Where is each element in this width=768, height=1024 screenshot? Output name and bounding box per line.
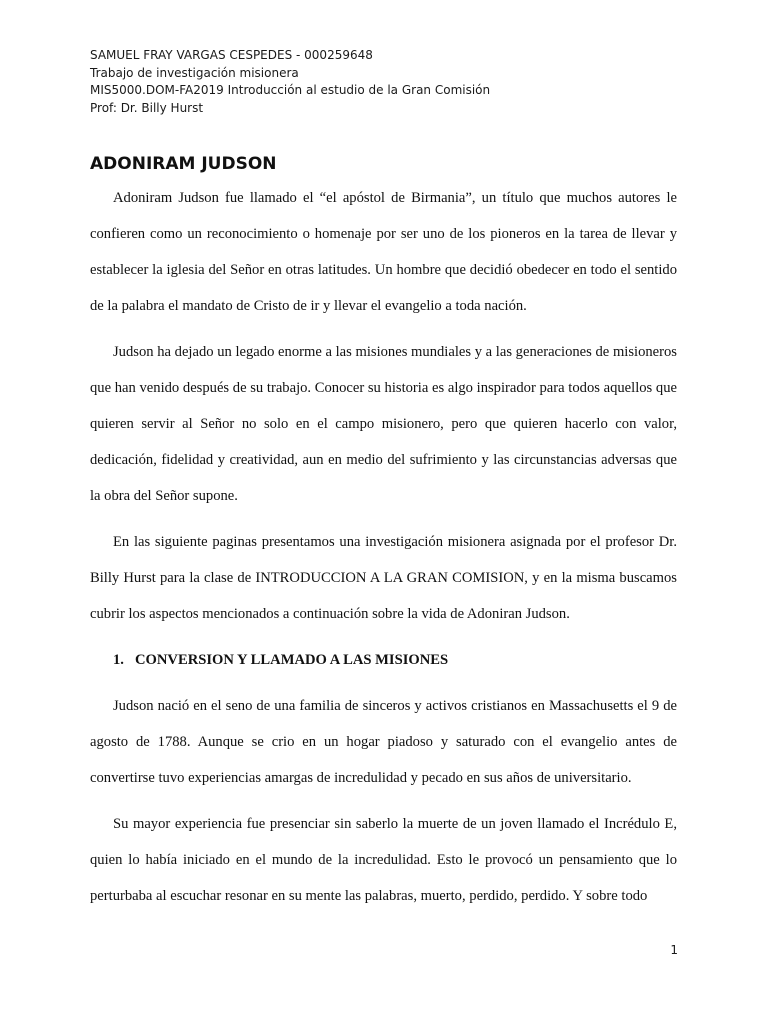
- section-number: 1.: [113, 652, 124, 668]
- professor-line: Prof: Dr. Billy Hurst: [90, 100, 204, 115]
- intro-paragraph-1: Adoniram Judson fue llamado el “el apóstol de Birmania”, un título que muchos autores le confieren como un reconocimiento o homenaje por ser uno de los pioneros en la tarea de llevar y establecer la iglesia del Señor en otras latitudes. Un hombre que decidió obedecer en todo el sentido de la palabra el mandato de Cristo de ir y llevar el evangelio a toda nación.: [90, 190, 677, 314]
- intro-paragraph-2: Judson ha dejado un legado enorme a las misiones mundiales y a las generaciones de misioneros que han venido después de su trabajo. Conocer su historia es algo inspirador para todos aquellos que quieren servir al Señor no solo en el campo misionero, pero que quieren hacerlo con valor, dedicación, fidelidad y creatividad, aun en medio del sufrimiento y las circunstancias adversas que la obra del Señor supone.: [90, 344, 677, 504]
- section-heading: [90, 642, 677, 678]
- intro-paragraph-3: En las siguiente paginas presentamos una investigación misionera asignada por el profesor Dr. Billy Hurst para la clase de INTRODUCCION A LA GRAN COMISION, y en la misma buscamos cubrir los aspectos mencionados a continuación sobre la vida de Adoniran Judson.: [90, 534, 677, 622]
- author-line: SAMUEL FRAY VARGAS CESPEDES - 000259648: [90, 48, 373, 62]
- course-line: MIS5000.DOM-FA2019 Introducción al estudio de la Gran Comisión: [90, 83, 491, 97]
- page-number: 1: [670, 943, 678, 957]
- document-body: [90, 180, 677, 924]
- section-title: CONVERSION Y LLAMADO A LAS MISIONES: [135, 652, 449, 668]
- section-paragraph-1: Judson nació en el seno de una familia de sinceros y activos cristianos en Massachusetts el 9 de agosto de 1788. Aunque se crio en un hogar piadoso y saturado con el evangelio antes de convertirse tuvo experiencias amargas de incredulidad y pecado en sus años de universitario.: [90, 698, 677, 786]
- section-paragraph-2: Su mayor experiencia fue presenciar sin saberlo la muerte de un joven llamado el Incrédulo E, quien lo había iniciado en el mundo de la incredulidad. Esto le provocó un pensamiento que lo perturbaba al escuchar resonar en su mente las palabras, muerto, perdido, perdido. Y sobre todo: [90, 816, 677, 904]
- work-type-line: Trabajo de investigación misionera: [90, 65, 299, 80]
- document-title: ADONIRAM JUDSON: [90, 154, 277, 174]
- document-header: [90, 47, 490, 117]
